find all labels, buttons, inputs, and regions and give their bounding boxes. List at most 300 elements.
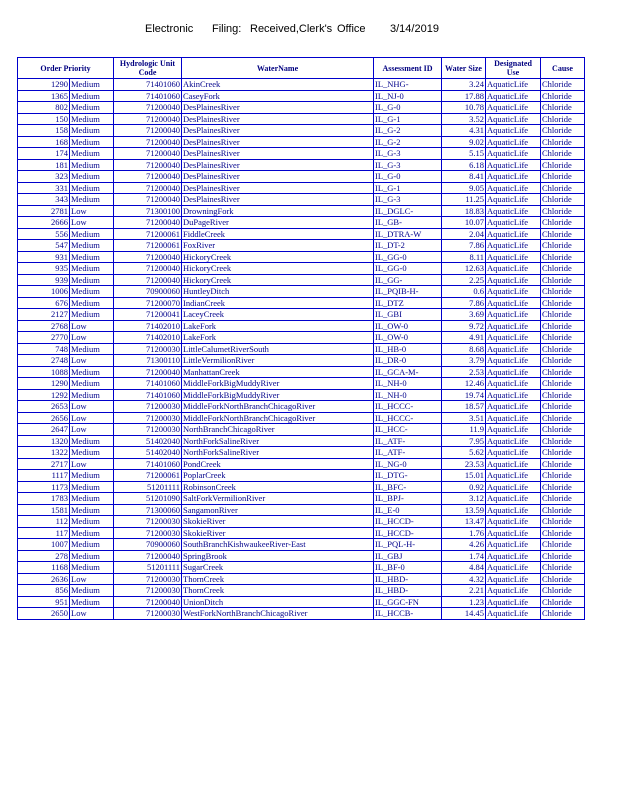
- priority-cell: Medium: [70, 251, 114, 263]
- water-size-cell: 3.24: [442, 79, 486, 91]
- water-size-cell: 8.11: [442, 251, 486, 263]
- assessment-id-cell: IL_GBI: [374, 309, 442, 321]
- table-row: [18, 355, 585, 367]
- priority-cell: Low: [70, 320, 114, 332]
- order-cell: 748: [18, 343, 70, 355]
- order-cell: 2666: [18, 217, 70, 229]
- priority-cell: Low: [70, 401, 114, 413]
- huc-cell: 71401060: [114, 389, 182, 401]
- water-size-cell: 5.62: [442, 447, 486, 459]
- col-water-name: WaterName: [182, 58, 374, 79]
- assessment-id-cell: IL_HB-0: [374, 343, 442, 355]
- huc-cell: 51402040: [114, 435, 182, 447]
- designated-use-cell: AquaticLife: [486, 320, 541, 332]
- designated-use-cell: AquaticLife: [486, 205, 541, 217]
- huc-cell: 71401060: [114, 458, 182, 470]
- assessment-id-cell: IL_DT-2: [374, 240, 442, 252]
- designated-use-cell: AquaticLife: [486, 504, 541, 516]
- water-name-cell: NorthForkSalineRiver: [182, 447, 374, 459]
- order-cell: 1168: [18, 562, 70, 574]
- cause-cell: Chloride: [541, 159, 585, 171]
- designated-use-cell: AquaticLife: [486, 424, 541, 436]
- table-row: [18, 516, 585, 528]
- designated-use-cell: AquaticLife: [486, 217, 541, 229]
- assessment-id-cell: IL_HBD-: [374, 585, 442, 597]
- cause-cell: Chloride: [541, 90, 585, 102]
- cause-cell: Chloride: [541, 171, 585, 183]
- huc-cell: 71200040: [114, 102, 182, 114]
- huc-cell: 71200030: [114, 585, 182, 597]
- order-cell: 2647: [18, 424, 70, 436]
- order-cell: 1117: [18, 470, 70, 482]
- designated-use-cell: AquaticLife: [486, 263, 541, 275]
- order-cell: 343: [18, 194, 70, 206]
- cause-cell: Chloride: [541, 343, 585, 355]
- water-name-cell: LaceyCreek: [182, 309, 374, 321]
- priority-cell: Medium: [70, 136, 114, 148]
- water-size-cell: 3.51: [442, 412, 486, 424]
- assessment-id-cell: IL_DTZ: [374, 297, 442, 309]
- designated-use-cell: AquaticLife: [486, 596, 541, 608]
- order-cell: 181: [18, 159, 70, 171]
- priority-cell: Medium: [70, 481, 114, 493]
- water-name-cell: ManhattanCreek: [182, 366, 374, 378]
- assessment-id-cell: IL_NH-0: [374, 389, 442, 401]
- assessment-id-cell: IL_HCCD-: [374, 527, 442, 539]
- assessment-id-cell: IL_G-3: [374, 148, 442, 160]
- water-name-cell: ThornCreek: [182, 573, 374, 585]
- designated-use-cell: AquaticLife: [486, 516, 541, 528]
- assessment-id-cell: IL_G-0: [374, 102, 442, 114]
- water-name-cell: MiddleForkBigMuddyRiver: [182, 378, 374, 390]
- water-size-cell: 7.95: [442, 435, 486, 447]
- designated-use-cell: AquaticLife: [486, 332, 541, 344]
- cause-cell: Chloride: [541, 217, 585, 229]
- header-date: 3/14/2019: [390, 23, 439, 35]
- table-row: [18, 194, 585, 206]
- priority-cell: Medium: [70, 182, 114, 194]
- designated-use-cell: AquaticLife: [486, 366, 541, 378]
- table-row: [18, 366, 585, 378]
- table-row: [18, 240, 585, 252]
- water-name-cell: NorthForkSalineRiver: [182, 435, 374, 447]
- assessment-id-cell: IL_GG-0: [374, 251, 442, 263]
- designated-use-cell: AquaticLife: [486, 194, 541, 206]
- huc-cell: 71200061: [114, 240, 182, 252]
- col-water-size: Water Size: [442, 58, 486, 79]
- designated-use-cell: AquaticLife: [486, 447, 541, 459]
- designated-use-cell: AquaticLife: [486, 378, 541, 390]
- order-cell: 168: [18, 136, 70, 148]
- huc-cell: 71200040: [114, 194, 182, 206]
- water-name-cell: DesPlainesRiver: [182, 113, 374, 125]
- priority-cell: Medium: [70, 550, 114, 562]
- table-row: [18, 79, 585, 91]
- priority-cell: Medium: [70, 113, 114, 125]
- impairment-table: [17, 57, 585, 620]
- water-name-cell: DesPlainesRiver: [182, 102, 374, 114]
- table-row: [18, 424, 585, 436]
- order-cell: 150: [18, 113, 70, 125]
- water-size-cell: 9.05: [442, 182, 486, 194]
- table-row: [18, 562, 585, 574]
- designated-use-cell: AquaticLife: [486, 136, 541, 148]
- priority-cell: Low: [70, 355, 114, 367]
- table-row: [18, 263, 585, 275]
- huc-cell: 71200040: [114, 113, 182, 125]
- water-name-cell: DrowningFork: [182, 205, 374, 217]
- order-cell: 2768: [18, 320, 70, 332]
- cause-cell: Chloride: [541, 125, 585, 137]
- water-size-cell: 4.31: [442, 125, 486, 137]
- assessment-id-cell: IL_HCCC-: [374, 401, 442, 413]
- order-cell: 2656: [18, 412, 70, 424]
- water-size-cell: 1.74: [442, 550, 486, 562]
- order-cell: 1088: [18, 366, 70, 378]
- designated-use-cell: AquaticLife: [486, 297, 541, 309]
- huc-cell: 51201111: [114, 562, 182, 574]
- cause-cell: Chloride: [541, 240, 585, 252]
- designated-use-cell: AquaticLife: [486, 125, 541, 137]
- col-huc: Hydrologic Unit Code: [114, 58, 182, 79]
- water-name-cell: WestForkNorthBranchChicagoRiver: [182, 608, 374, 620]
- table-row: [18, 113, 585, 125]
- water-name-cell: SugarCreek: [182, 562, 374, 574]
- cause-cell: Chloride: [541, 205, 585, 217]
- huc-cell: 71200040: [114, 550, 182, 562]
- cause-cell: Chloride: [541, 447, 585, 459]
- designated-use-cell: AquaticLife: [486, 481, 541, 493]
- designated-use-cell: AquaticLife: [486, 309, 541, 321]
- order-cell: 323: [18, 171, 70, 183]
- table-row: [18, 286, 585, 298]
- huc-cell: 71200030: [114, 424, 182, 436]
- priority-cell: Low: [70, 217, 114, 229]
- water-size-cell: 8.41: [442, 171, 486, 183]
- water-name-cell: DesPlainesRiver: [182, 194, 374, 206]
- assessment-id-cell: IL_HCCB-: [374, 608, 442, 620]
- table-row: [18, 274, 585, 286]
- cause-cell: Chloride: [541, 228, 585, 240]
- table-row: [18, 205, 585, 217]
- table-row: [18, 343, 585, 355]
- assessment-id-cell: IL_OW-0: [374, 332, 442, 344]
- order-cell: 1290: [18, 79, 70, 91]
- table-row: [18, 585, 585, 597]
- table-row: [18, 159, 585, 171]
- designated-use-cell: AquaticLife: [486, 251, 541, 263]
- assessment-id-cell: IL_G-0: [374, 171, 442, 183]
- priority-cell: Medium: [70, 447, 114, 459]
- huc-cell: 71200041: [114, 309, 182, 321]
- order-cell: 1365: [18, 90, 70, 102]
- water-size-cell: 8.68: [442, 343, 486, 355]
- assessment-id-cell: IL_HCCD-: [374, 516, 442, 528]
- priority-cell: Medium: [70, 286, 114, 298]
- water-size-cell: 4.84: [442, 562, 486, 574]
- priority-cell: Low: [70, 573, 114, 585]
- huc-cell: 51201111: [114, 481, 182, 493]
- designated-use-cell: AquaticLife: [486, 343, 541, 355]
- huc-cell: 71402010: [114, 320, 182, 332]
- priority-cell: Medium: [70, 596, 114, 608]
- huc-cell: 71300060: [114, 504, 182, 516]
- priority-cell: Medium: [70, 527, 114, 539]
- designated-use-cell: AquaticLife: [486, 159, 541, 171]
- order-cell: 2748: [18, 355, 70, 367]
- order-cell: 556: [18, 228, 70, 240]
- water-name-cell: MiddleForkBigMuddyRiver: [182, 389, 374, 401]
- designated-use-cell: AquaticLife: [486, 539, 541, 551]
- cause-cell: Chloride: [541, 263, 585, 275]
- order-cell: 931: [18, 251, 70, 263]
- cause-cell: Chloride: [541, 585, 585, 597]
- assessment-id-cell: IL_DTRA-W: [374, 228, 442, 240]
- order-cell: 1290: [18, 378, 70, 390]
- water-name-cell: DesPlainesRiver: [182, 136, 374, 148]
- header-received: Received,Clerk's: [250, 23, 333, 35]
- table-row: [18, 251, 585, 263]
- order-cell: 1006: [18, 286, 70, 298]
- table-row: [18, 217, 585, 229]
- designated-use-cell: AquaticLife: [486, 102, 541, 114]
- priority-cell: Medium: [70, 562, 114, 574]
- water-size-cell: 7.86: [442, 297, 486, 309]
- designated-use-cell: AquaticLife: [486, 550, 541, 562]
- huc-cell: 71200030: [114, 527, 182, 539]
- header-filing: Filing:: [212, 23, 242, 35]
- water-name-cell: HickoryCreek: [182, 263, 374, 275]
- priority-cell: Medium: [70, 90, 114, 102]
- water-name-cell: MiddleForkNorthBranchChicagoRiver: [182, 401, 374, 413]
- designated-use-cell: AquaticLife: [486, 286, 541, 298]
- table-row: [18, 527, 585, 539]
- huc-cell: 71200040: [114, 182, 182, 194]
- huc-cell: 71200040: [114, 136, 182, 148]
- table-row: [18, 401, 585, 413]
- cause-cell: Chloride: [541, 458, 585, 470]
- priority-cell: Low: [70, 412, 114, 424]
- table-row: [18, 493, 585, 505]
- designated-use-cell: AquaticLife: [486, 240, 541, 252]
- designated-use-cell: AquaticLife: [486, 435, 541, 447]
- designated-use-cell: AquaticLife: [486, 355, 541, 367]
- water-name-cell: IndianCreek: [182, 297, 374, 309]
- designated-use-cell: AquaticLife: [486, 171, 541, 183]
- assessment-id-cell: IL_GGC-FN: [374, 596, 442, 608]
- assessment-id-cell: IL_DR-0: [374, 355, 442, 367]
- priority-cell: Medium: [70, 159, 114, 171]
- priority-cell: Medium: [70, 493, 114, 505]
- water-size-cell: 4.91: [442, 332, 486, 344]
- huc-cell: 70900060: [114, 286, 182, 298]
- table-row: [18, 297, 585, 309]
- water-size-cell: 7.86: [442, 240, 486, 252]
- water-size-cell: 15.01: [442, 470, 486, 482]
- huc-cell: 71200030: [114, 608, 182, 620]
- cause-cell: Chloride: [541, 389, 585, 401]
- assessment-id-cell: IL_G-2: [374, 136, 442, 148]
- priority-cell: Low: [70, 424, 114, 436]
- huc-cell: 71200030: [114, 401, 182, 413]
- huc-cell: 71200040: [114, 596, 182, 608]
- assessment-id-cell: IL_DTG-: [374, 470, 442, 482]
- water-name-cell: SangamonRiver: [182, 504, 374, 516]
- huc-cell: 71401060: [114, 378, 182, 390]
- priority-cell: Medium: [70, 389, 114, 401]
- huc-cell: 51402040: [114, 447, 182, 459]
- water-name-cell: FiddleCreek: [182, 228, 374, 240]
- priority-cell: Medium: [70, 263, 114, 275]
- table-row: [18, 608, 585, 620]
- huc-cell: 71200040: [114, 171, 182, 183]
- designated-use-cell: AquaticLife: [486, 182, 541, 194]
- huc-cell: 71402010: [114, 332, 182, 344]
- water-size-cell: 4.26: [442, 539, 486, 551]
- assessment-id-cell: IL_PQIB-H-: [374, 286, 442, 298]
- priority-cell: Medium: [70, 309, 114, 321]
- water-name-cell: HickoryCreek: [182, 251, 374, 263]
- huc-cell: 71200061: [114, 470, 182, 482]
- assessment-id-cell: IL_NJ-0: [374, 90, 442, 102]
- water-size-cell: 6.18: [442, 159, 486, 171]
- assessment-id-cell: IL_G-1: [374, 113, 442, 125]
- cause-cell: Chloride: [541, 194, 585, 206]
- assessment-id-cell: IL_GG-: [374, 274, 442, 286]
- table-row: [18, 171, 585, 183]
- water-name-cell: LakeFork: [182, 332, 374, 344]
- header-electronic: Electronic: [145, 23, 194, 35]
- huc-cell: 71200040: [114, 125, 182, 137]
- order-cell: 939: [18, 274, 70, 286]
- water-size-cell: 3.69: [442, 309, 486, 321]
- order-cell: 1292: [18, 389, 70, 401]
- water-name-cell: SkokieRiver: [182, 527, 374, 539]
- water-size-cell: 12.46: [442, 378, 486, 390]
- priority-cell: Medium: [70, 228, 114, 240]
- priority-cell: Medium: [70, 516, 114, 528]
- designated-use-cell: AquaticLife: [486, 274, 541, 286]
- table-row: [18, 596, 585, 608]
- table-header-row: [18, 58, 585, 79]
- cause-cell: Chloride: [541, 136, 585, 148]
- priority-cell: Medium: [70, 378, 114, 390]
- table-row: [18, 125, 585, 137]
- order-cell: 951: [18, 596, 70, 608]
- priority-cell: Medium: [70, 366, 114, 378]
- water-size-cell: 10.78: [442, 102, 486, 114]
- col-order-priority: Order Priority: [18, 58, 114, 79]
- order-cell: 676: [18, 297, 70, 309]
- water-size-cell: 3.52: [442, 113, 486, 125]
- table-row: [18, 90, 585, 102]
- table-row: [18, 228, 585, 240]
- designated-use-cell: AquaticLife: [486, 113, 541, 125]
- water-name-cell: PondCreek: [182, 458, 374, 470]
- priority-cell: Medium: [70, 470, 114, 482]
- order-cell: 935: [18, 263, 70, 275]
- water-name-cell: SaltForkVermilionRiver: [182, 493, 374, 505]
- assessment-id-cell: IL_G-2: [374, 125, 442, 137]
- huc-cell: 71200040: [114, 217, 182, 229]
- table-row: [18, 470, 585, 482]
- designated-use-cell: AquaticLife: [486, 389, 541, 401]
- assessment-id-cell: IL_ATF-: [374, 435, 442, 447]
- assessment-id-cell: IL_G-3: [374, 159, 442, 171]
- water-name-cell: SpringBrook: [182, 550, 374, 562]
- table-row: [18, 320, 585, 332]
- water-size-cell: 2.25: [442, 274, 486, 286]
- huc-cell: 71300100: [114, 205, 182, 217]
- cause-cell: Chloride: [541, 182, 585, 194]
- designated-use-cell: AquaticLife: [486, 527, 541, 539]
- table-row: [18, 332, 585, 344]
- water-name-cell: UnionDitch: [182, 596, 374, 608]
- huc-cell: 71200030: [114, 343, 182, 355]
- cause-cell: Chloride: [541, 596, 585, 608]
- cause-cell: Chloride: [541, 332, 585, 344]
- cause-cell: Chloride: [541, 309, 585, 321]
- water-size-cell: 2.53: [442, 366, 486, 378]
- priority-cell: Medium: [70, 504, 114, 516]
- col-cause: Cause: [541, 58, 585, 79]
- priority-cell: Medium: [70, 343, 114, 355]
- water-name-cell: HuntleyDitch: [182, 286, 374, 298]
- designated-use-cell: AquaticLife: [486, 608, 541, 620]
- water-name-cell: LakeFork: [182, 320, 374, 332]
- huc-cell: 71200040: [114, 366, 182, 378]
- designated-use-cell: AquaticLife: [486, 401, 541, 413]
- assessment-id-cell: IL_HBD-: [374, 573, 442, 585]
- order-cell: 547: [18, 240, 70, 252]
- order-cell: 2636: [18, 573, 70, 585]
- cause-cell: Chloride: [541, 435, 585, 447]
- table-row: [18, 389, 585, 401]
- priority-cell: Low: [70, 608, 114, 620]
- cause-cell: Chloride: [541, 251, 585, 263]
- water-name-cell: AkinCreek: [182, 79, 374, 91]
- huc-cell: 71300110: [114, 355, 182, 367]
- assessment-id-cell: IL_GCA-M-: [374, 366, 442, 378]
- col-assessment-id: Assessment ID: [374, 58, 442, 79]
- order-cell: 1173: [18, 481, 70, 493]
- cause-cell: Chloride: [541, 297, 585, 309]
- cause-cell: Chloride: [541, 320, 585, 332]
- assessment-id-cell: IL_OW-0: [374, 320, 442, 332]
- table-row: [18, 435, 585, 447]
- assessment-id-cell: IL_BFC-: [374, 481, 442, 493]
- order-cell: 2653: [18, 401, 70, 413]
- table-row: [18, 148, 585, 160]
- priority-cell: Medium: [70, 539, 114, 551]
- huc-cell: 71401060: [114, 79, 182, 91]
- assessment-id-cell: IL_GB-: [374, 217, 442, 229]
- water-name-cell: CaseyFork: [182, 90, 374, 102]
- order-cell: 1322: [18, 447, 70, 459]
- designated-use-cell: AquaticLife: [486, 585, 541, 597]
- assessment-id-cell: IL_E-0: [374, 504, 442, 516]
- huc-cell: 71401060: [114, 90, 182, 102]
- order-cell: 1007: [18, 539, 70, 551]
- cause-cell: Chloride: [541, 412, 585, 424]
- priority-cell: Medium: [70, 297, 114, 309]
- cause-cell: Chloride: [541, 148, 585, 160]
- huc-cell: 71200040: [114, 159, 182, 171]
- order-cell: 158: [18, 125, 70, 137]
- table-row: [18, 447, 585, 459]
- water-size-cell: 1.23: [442, 596, 486, 608]
- huc-cell: 71200040: [114, 148, 182, 160]
